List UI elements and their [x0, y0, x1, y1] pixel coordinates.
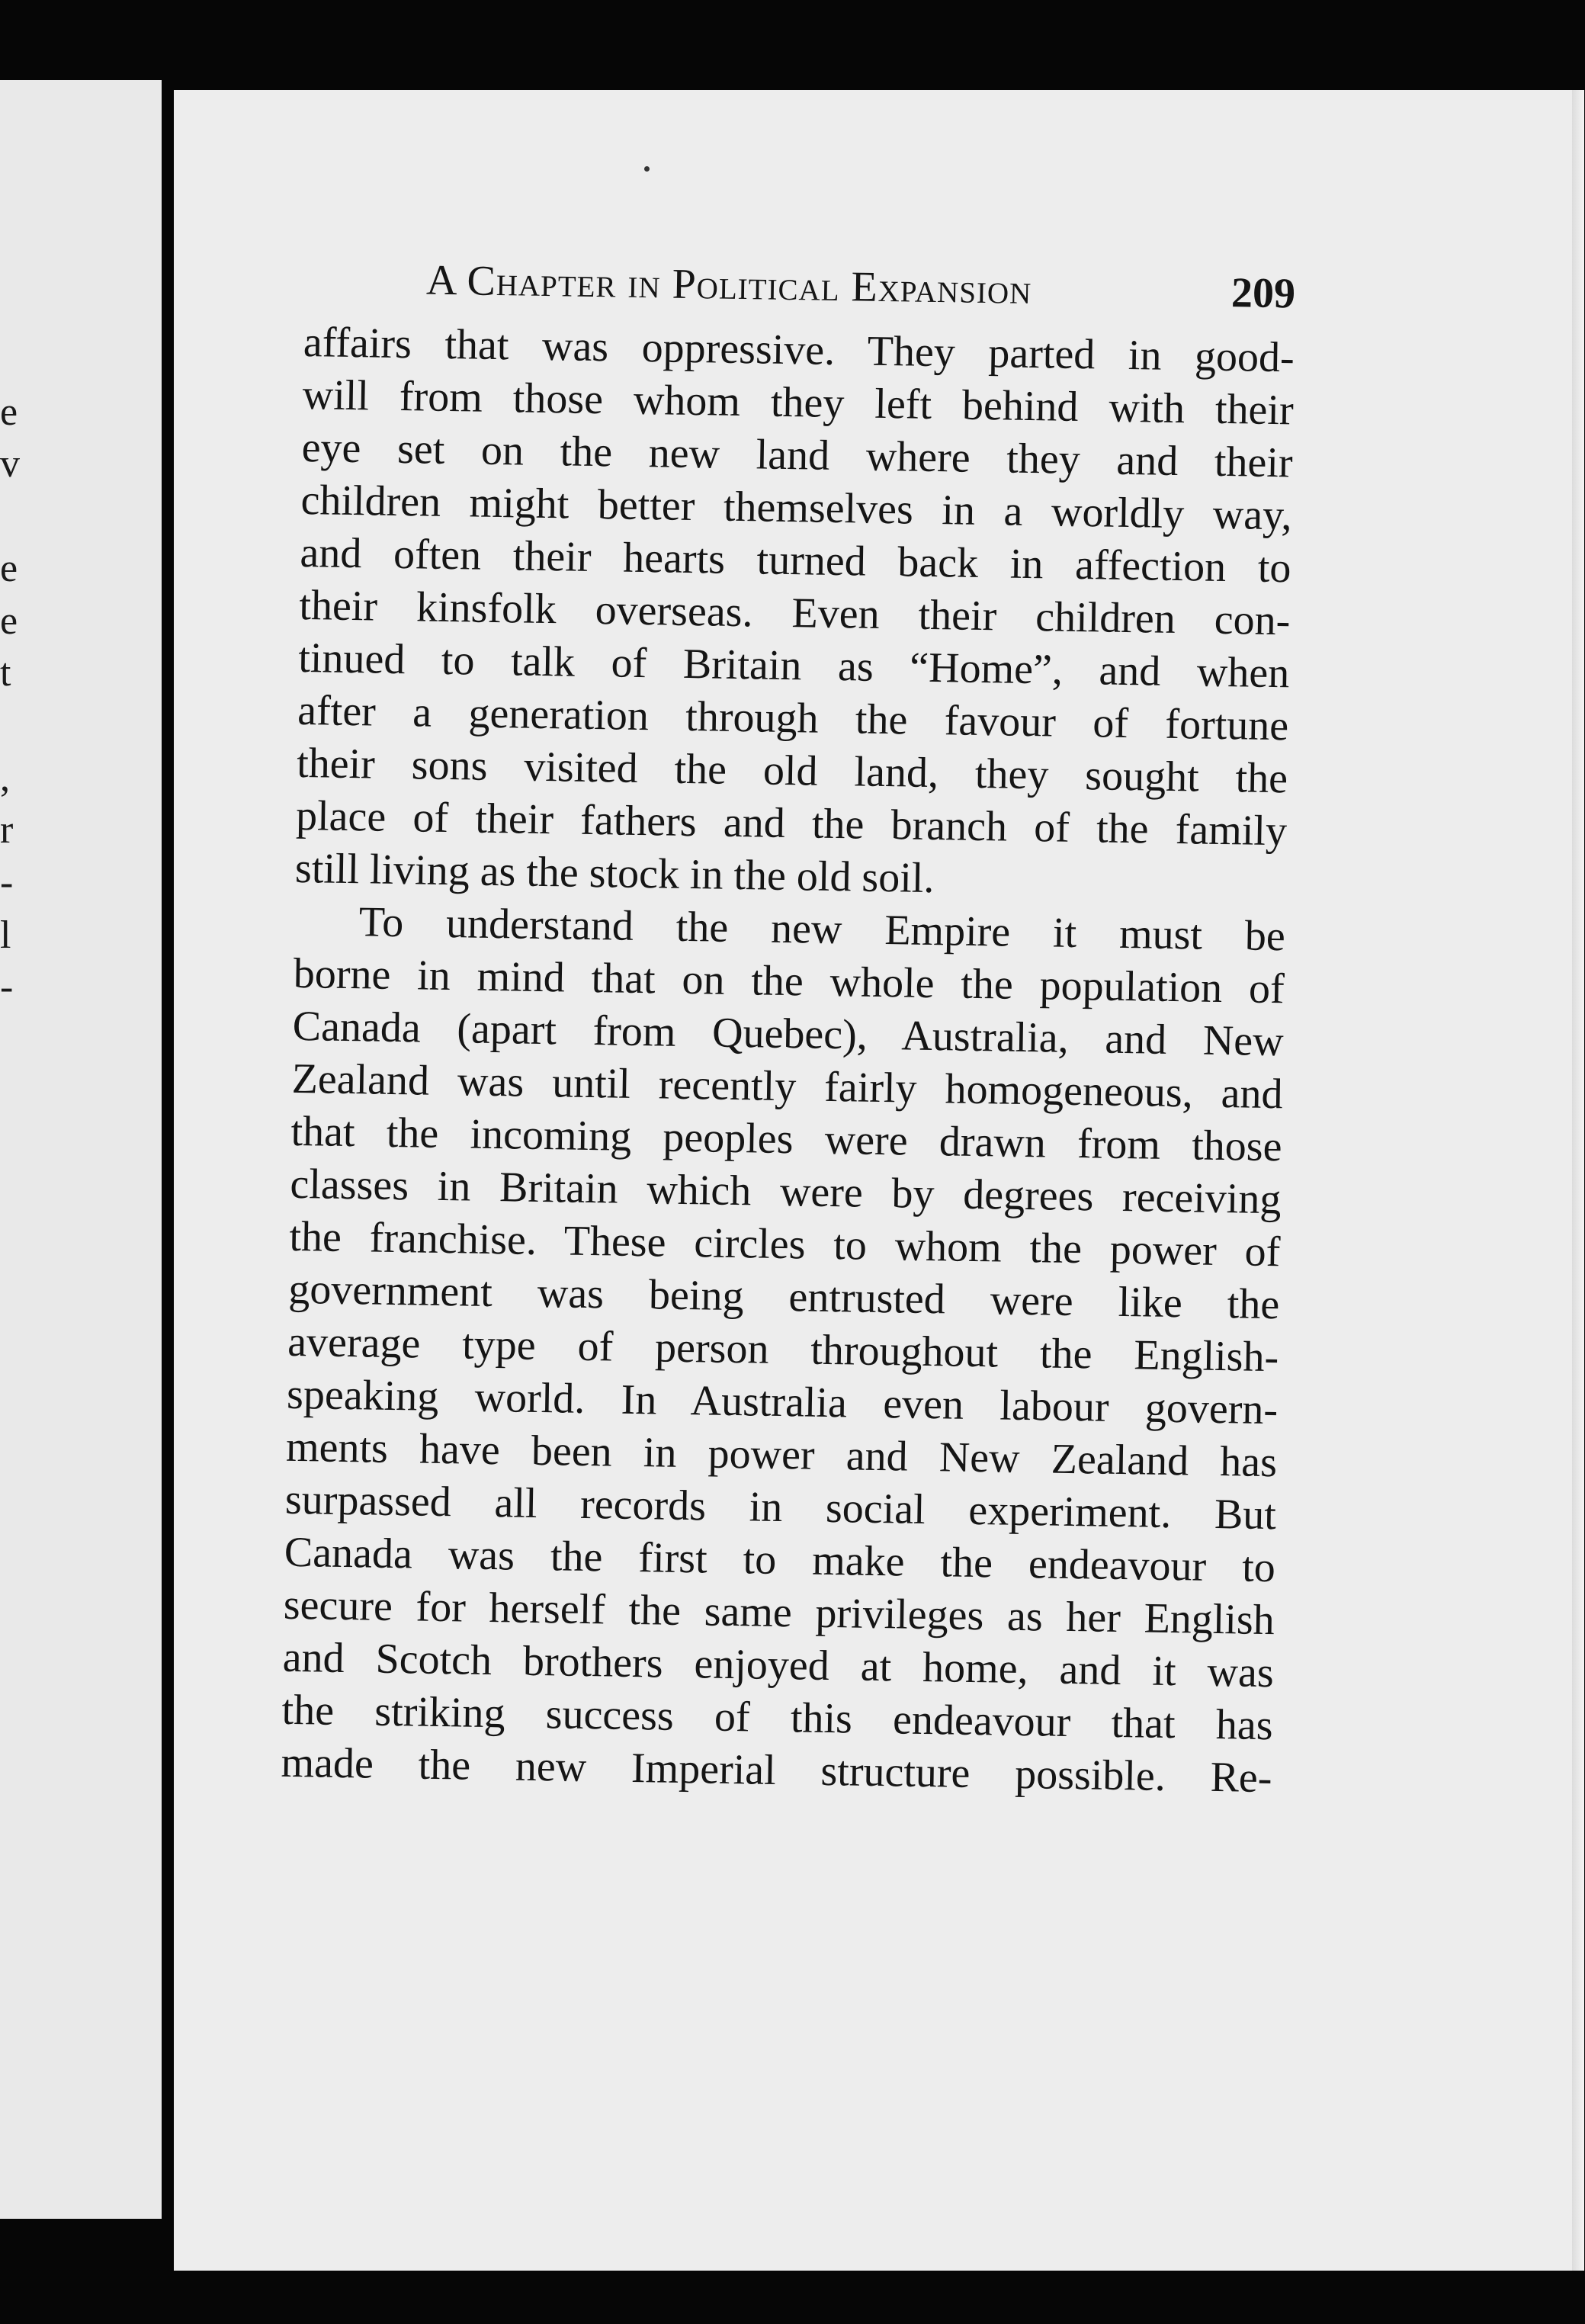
text-line: will from those whom they left behind with their: [302, 371, 1295, 435]
page-number: 209: [1230, 269, 1296, 318]
text-line: and often their hearts turned back in affection to: [300, 528, 1291, 592]
text-line: their kinsfolk overseas. Even their children con-: [298, 581, 1291, 645]
text-line: Zealand was until recently fairly homogeneous, and: [291, 1054, 1284, 1119]
text-line: average type of person throughout the English-: [287, 1318, 1279, 1382]
text-line: made the new Imperial structure possible. Re-: [281, 1738, 1272, 1802]
edge-fragment: ,: [0, 756, 10, 800]
running-title: A Chapter in Political Expansion: [425, 256, 1032, 313]
text-line: affairs that was oppressive. They parted in good-: [303, 318, 1295, 382]
page-text-block: [281, 240, 1296, 1805]
paragraph: [281, 895, 1285, 1805]
text-line: To understand the new Empire it must be: [358, 898, 1286, 961]
text-line: Canada (apart from Quebec), Australia, and New: [292, 1002, 1285, 1066]
edge-fragment: e: [0, 599, 18, 643]
left-page-edge-text: [0, 80, 46, 2219]
left-page: [0, 80, 162, 2219]
edge-fragment: l: [0, 913, 11, 957]
running-head: [303, 240, 1295, 332]
edge-fragment: -: [0, 861, 14, 904]
text-line: eye set on the new land where they and their: [301, 423, 1294, 487]
text-line: and Scotch brothers enjoyed at home, and it was: [282, 1633, 1275, 1697]
text-line: children might better themselves in a worldly way,: [300, 476, 1292, 540]
text-line: borne in mind that on the whole the population of: [293, 949, 1285, 1013]
edge-fragment: v: [0, 442, 20, 486]
text-line: their sons visited the old land, they sought the: [296, 739, 1288, 803]
paragraph: [295, 316, 1295, 910]
text-line: classes in Britain which were by degrees receiving: [290, 1160, 1282, 1224]
text-line: still living as the stock in the old soil.: [294, 844, 935, 903]
edge-fragment: e: [0, 390, 18, 434]
text-line: the striking success of this endeavour that has: [281, 1686, 1274, 1750]
text-line: tinued to talk of Britain as “Home”, and when: [297, 634, 1290, 698]
text-line: Canada was the first to make the endeavour to: [284, 1528, 1276, 1592]
edge-fragment: -: [0, 965, 14, 1009]
edge-fragment: e: [0, 547, 18, 590]
text-line: that the incoming peoples were drawn from those: [290, 1107, 1282, 1171]
text-line: place of their fathers and the branch of the family: [295, 791, 1288, 855]
edge-fragment: t: [0, 651, 11, 695]
text-line: after a generation through the favour of fortune: [297, 686, 1289, 750]
text-line: secure for herself the same privileges as her English: [283, 1581, 1275, 1645]
text-line: government was being entrusted were like the: [287, 1265, 1280, 1329]
text-line: ments have been in power and New Zealand has: [285, 1423, 1278, 1487]
text-line: the franchise. These circles to whom the power of: [288, 1212, 1281, 1276]
edge-fragment: r: [0, 808, 14, 852]
text-line: speaking world. In Australia even labour govern-: [286, 1370, 1279, 1434]
text-line: surpassed all records in social experiment. But: [284, 1475, 1277, 1539]
paper-speck: [644, 166, 650, 172]
